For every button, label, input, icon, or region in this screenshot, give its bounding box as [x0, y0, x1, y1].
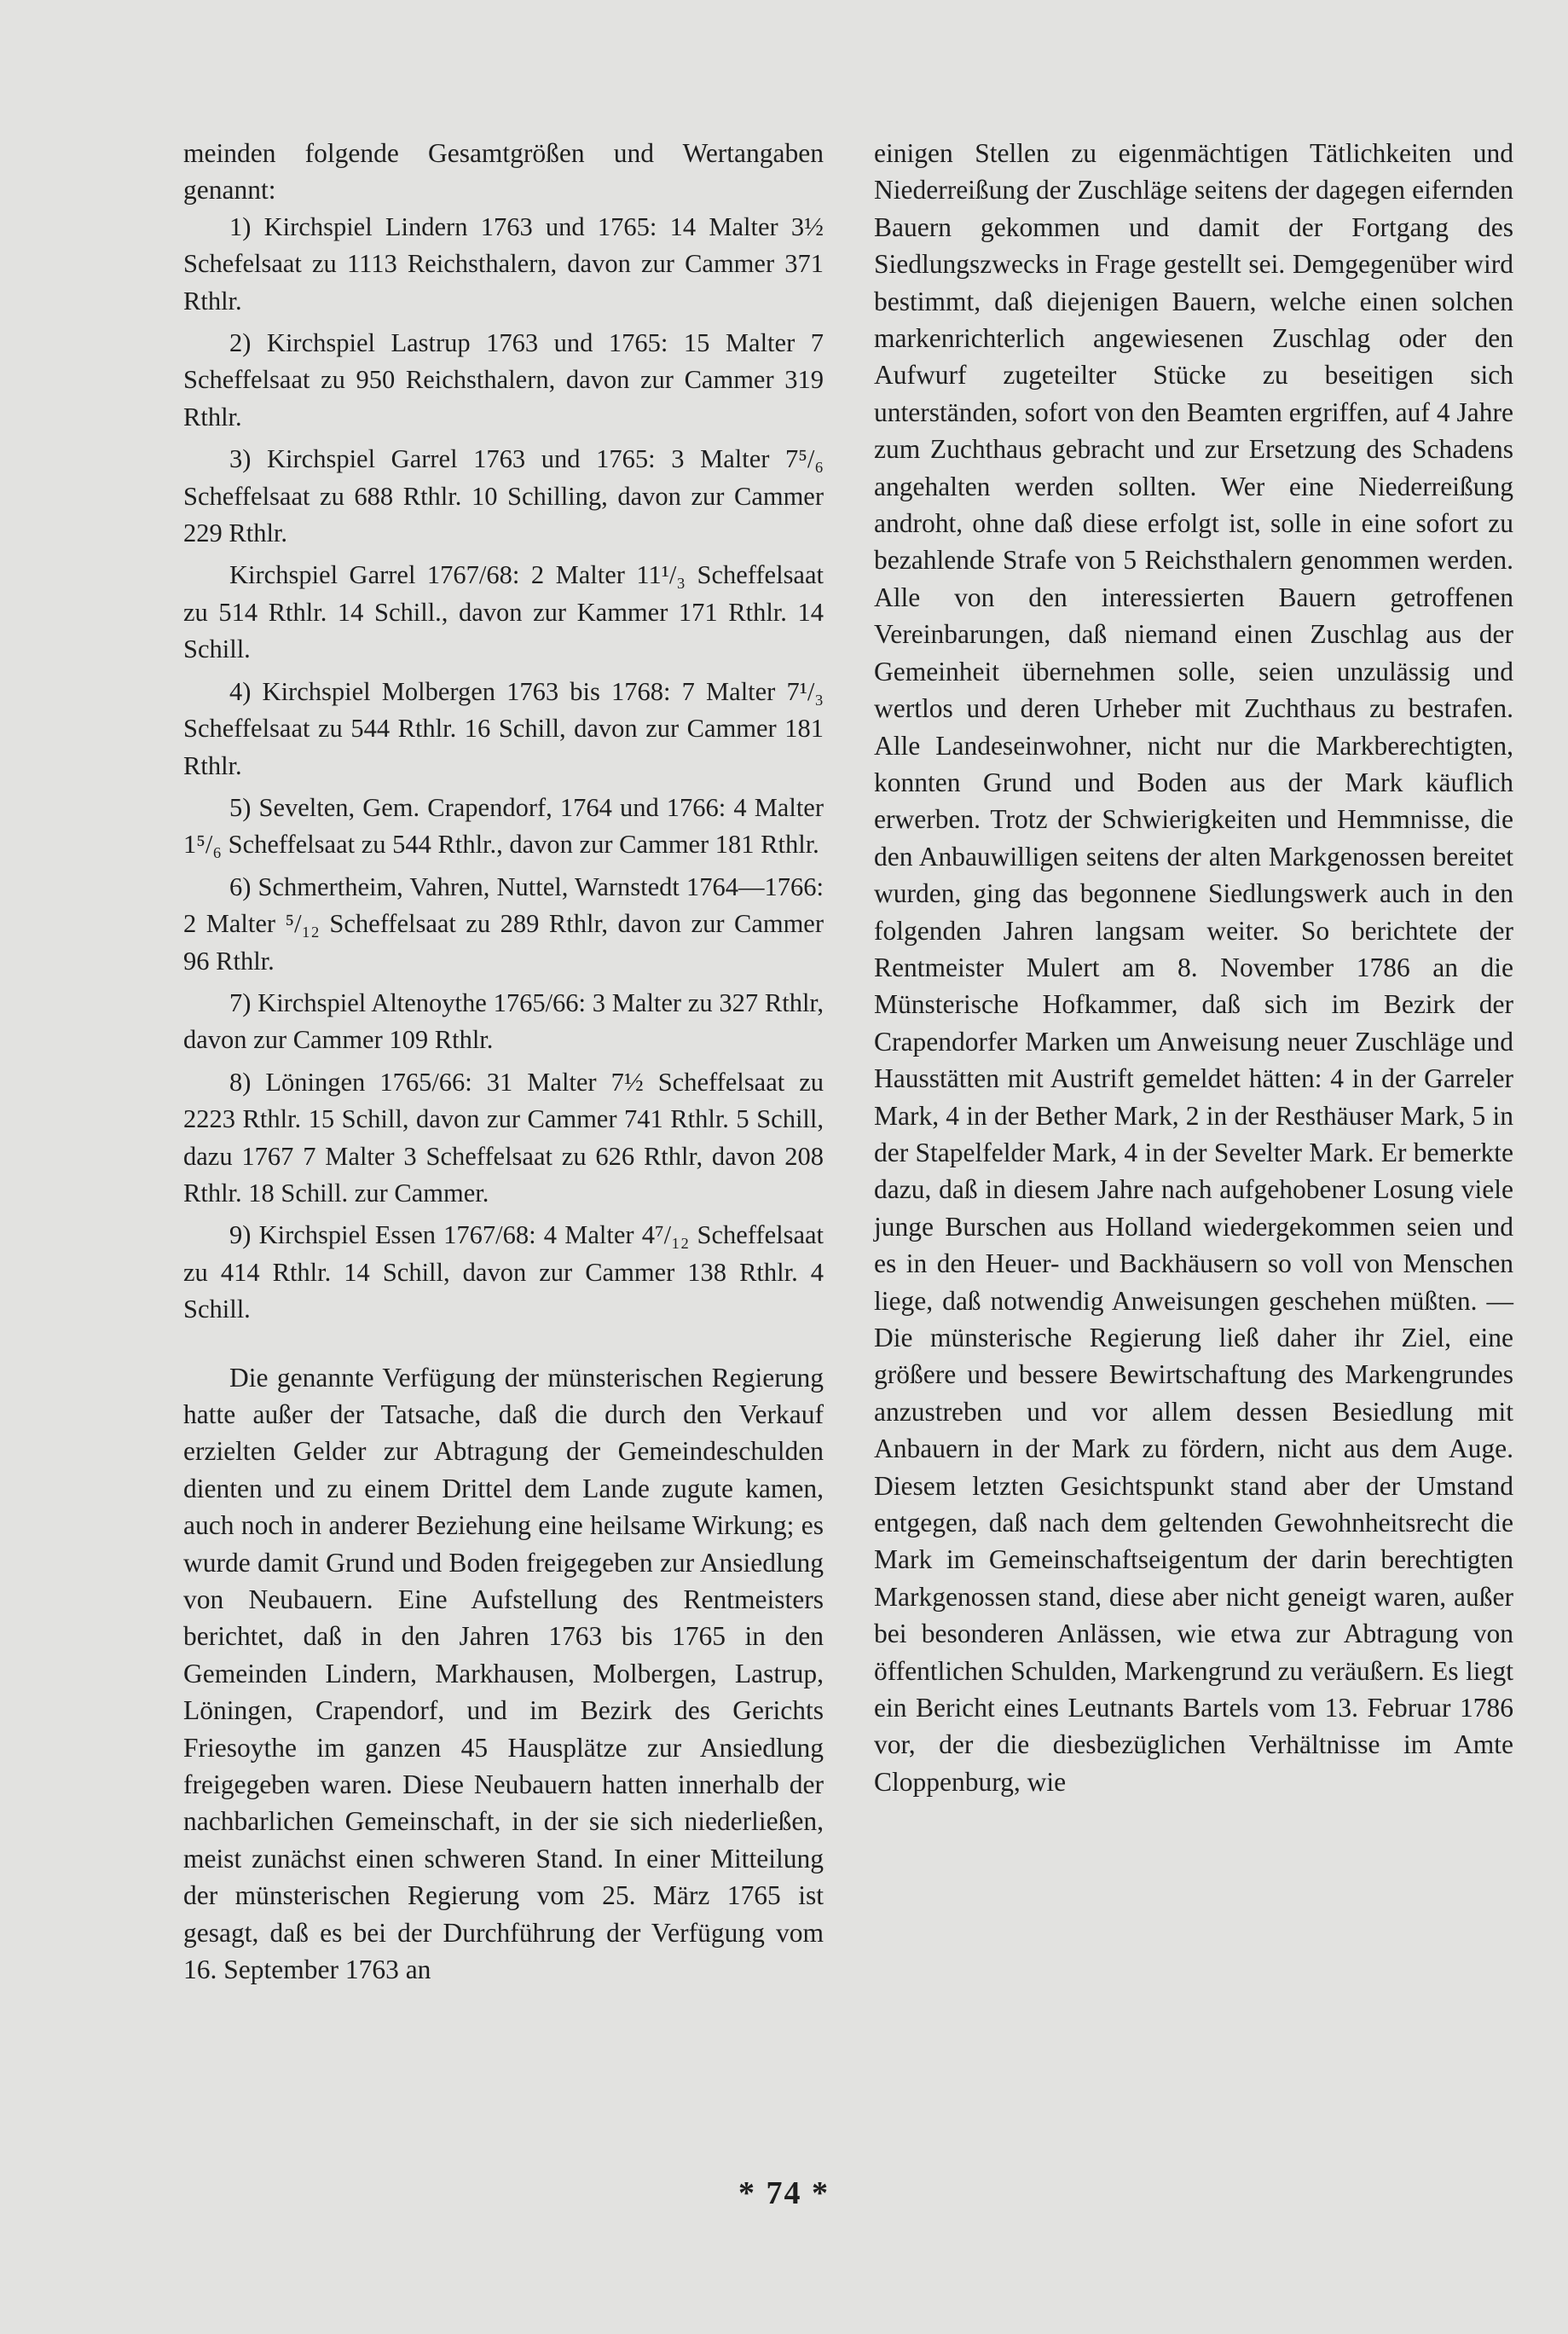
body-paragraph: Die genannte Verfügung der münsterischen Regierung hatte außer der Tatsache, daß die durch den Verkauf erzielten Gelder zur Abtragung der Gemeindeschulden dienten und zu einem Drittel dem Lande zugute kamen, auch noch in anderer Beziehung eine heilsame Wirkung; es wurde damit Grund und Boden freigegeben zur Ansiedlung von Neubauern. Eine Aufstellung des Rentmeisters berichtet, daß in den Jahren 1763 bis 1765 in den Gemeinden Lindern, Markhausen, Molbergen, Lastrup, Löningen, Crapendorf, und im Bezirk des Gerichts Friesoythe im ganzen 45 Hausplätze zur Ansiedlung freigegeben waren. Diese Neubauern hatten innerhalb der nachbarlichen Gemeinschaft, in der sie sich niederließen, meist zunächst einen schweren Stand. In einer Mitteilung der münsterischen Regierung vom 25. März 1765 ist gesagt, daß es bei der Durchführung der Verfügung vom 16. September 1763 an — [183, 1362, 824, 1985]
right-column — [874, 135, 1513, 1800]
left-column — [183, 135, 824, 1989]
list-item: 7) Kirchspiel Altenoythe 1765/66: 3 Malter zu 327 Rthlr, davon zur Cammer 109 Rthlr. — [183, 987, 824, 1055]
body-paragraph: einigen Stellen zu eigenmächtigen Tätlichkeiten und Niederreißung der Zuschläge seitens der dagegen eifernden Bauern gekommen und damit der Fortgang des Siedlungszwecks in Frage gestellt sei. Demgegenüber wird bestimmt, daß diejenigen Bauern, welche einen solchen markenrichterlich angewiesenen Zuschlag oder den Aufwurf zugeteilter Stücke zu beseitigen sich unterständen, sofort von den Beamten ergriffen, auf 4 Jahre zum Zuchthaus gebracht und zur Ersetzung des Schadens angehalten werden sollten. Wer eine Niederreißung androht, ohne daß diese erfolgt ist, solle in eine sofort zu bezahlende Strafe von 5 Reichsthalern genommen werden. Alle von den interessierten Bauern getroffenen Vereinbarungen, daß niemand einen Zuschlag aus der Gemeinheit übernehmen solle, seien unzulässig und wertlos und deren Urheber mit Zuchthaus zu bestrafen. Alle Landeseinwohner, nicht nur die Markberechtigten, konnten Grund und Boden aus der Mark käuflich erwerben. Trotz der Schwierigkeiten und Hemmnisse, die den Anbauwilligen seitens der alten Markgenossen bereitet wurden, ging das begonnene Siedlungswerk auch in den folgenden Jahren langsam weiter. So berichtete der Rentmeister Mulert am 8. November 1786 an die Münsterische Hofkammer, daß sich im Bezirk der Crapendorfer Marken um Anweisung neuer Zuschläge und Hausstätten mit Austrift gemeldet hätten: 4 in der Garreler Mark, 4 in der Bether Mark, 2 in der Resthäuser Mark, 5 in der Stapelfelder Mark, 4 in der Sevelter Mark. Er bemerkte dazu, daß in diesem Jahre nach aufgehobener Losung viele junge Burschen aus Holland wiedergekommen seien und es in den Heuer- und Backhäusern so voll von Menschen liege, daß notwendig Anweisungen geschehen müßten. — Die münsterische Regierung ließ daher ihr Ziel, eine größere und bessere Bewirtschaftung des Markengrundes anzustreben und vor allem dessen Besiedlung mit Anbauern in der Mark zu fördern, nicht aus dem Auge. Diesem letzten Gesichtspunkt stand aber der Umstand entgegen, daß nach dem geltenden Gewohnheitsrecht die Mark im Gemeinschaftseigentum der darin berechtigten Markgenossen stand, diese aber nicht geneigt waren, außer bei besonderen Anlässen, wie etwa zur Abtragung von öffentlichen Schulden, Markengrund zu veräußern. Es liegt ein Bericht eines Leutnants Bartels vom 13. Februar 1786 vor, der die diesbezüglichen Verhältnisse im Amte Cloppenburg, wie — [874, 138, 1513, 1797]
list-item: 1) Kirchspiel Lindern 1763 und 1765: 14 Malter 3½ Schefelsaat zu 1113 Reichsthalern, davon zur Cammer 371 Rthlr. — [183, 211, 824, 316]
list-item: 5) Sevelten, Gem. Crapendorf, 1764 und 1766: 4 Malter 1⁵/₆ Scheffelsaat zu 544 Rthlr., davon zur Cammer 181 Rthlr. — [183, 792, 824, 860]
intro-text: meinden folgende Gesamtgrößen und Wertangaben genannt: — [183, 138, 824, 206]
list-item: 8) Löningen 1765/66: 31 Malter 7½ Scheffelsaat zu 2223 Rthlr. 15 Schill, davon zur Cammer 741 Rthlr. 5 Schill, dazu 1767 7 Malter 3 Scheffelsaat zu 626 Rthlr, davon 208 Rthlr. 18 Schill. zur Cammer. — [183, 1067, 824, 1208]
list-item: Kirchspiel Garrel 1767/68: 2 Malter 11¹/₃ Scheffelsaat zu 514 Rthlr. 14 Schill., davon zur Kammer 171 Rthlr. 14 Schill. — [183, 560, 824, 664]
list-item: 6) Schmertheim, Vahren, Nuttel, Warnstedt 1764—1766: 2 Malter ⁵/₁₂ Scheffelsaat zu 289 Rthlr, davon zur Cammer 96 Rthlr. — [183, 872, 824, 976]
page-number: * 74 * — [738, 2175, 830, 2211]
list-item: 3) Kirchspiel Garrel 1763 und 1765: 3 Malter 7⁵/₆ Scheffelsaat zu 688 Rthlr. 10 Schilling, davon zur Cammer 229 Rthlr. — [183, 444, 824, 548]
list-item: 9) Kirchspiel Essen 1767/68: 4 Malter 4⁷/₁₂ Scheffelsaat zu 414 Rthlr. 14 Schill, davon zur Cammer 138 Rthlr. 4 Schill. — [183, 1220, 824, 1324]
list-item: 4) Kirchspiel Molbergen 1763 bis 1768: 7 Malter 7¹/₃ Scheffelsaat zu 544 Rthlr. 16 Schill, davon zur Cammer 181 Rthlr. — [183, 676, 824, 780]
list-item: 2) Kirchspiel Lastrup 1763 und 1765: 15 Malter 7 Scheffelsaat zu 950 Reichsthalern, davon zur Cammer 319 Rthlr. — [183, 328, 824, 431]
